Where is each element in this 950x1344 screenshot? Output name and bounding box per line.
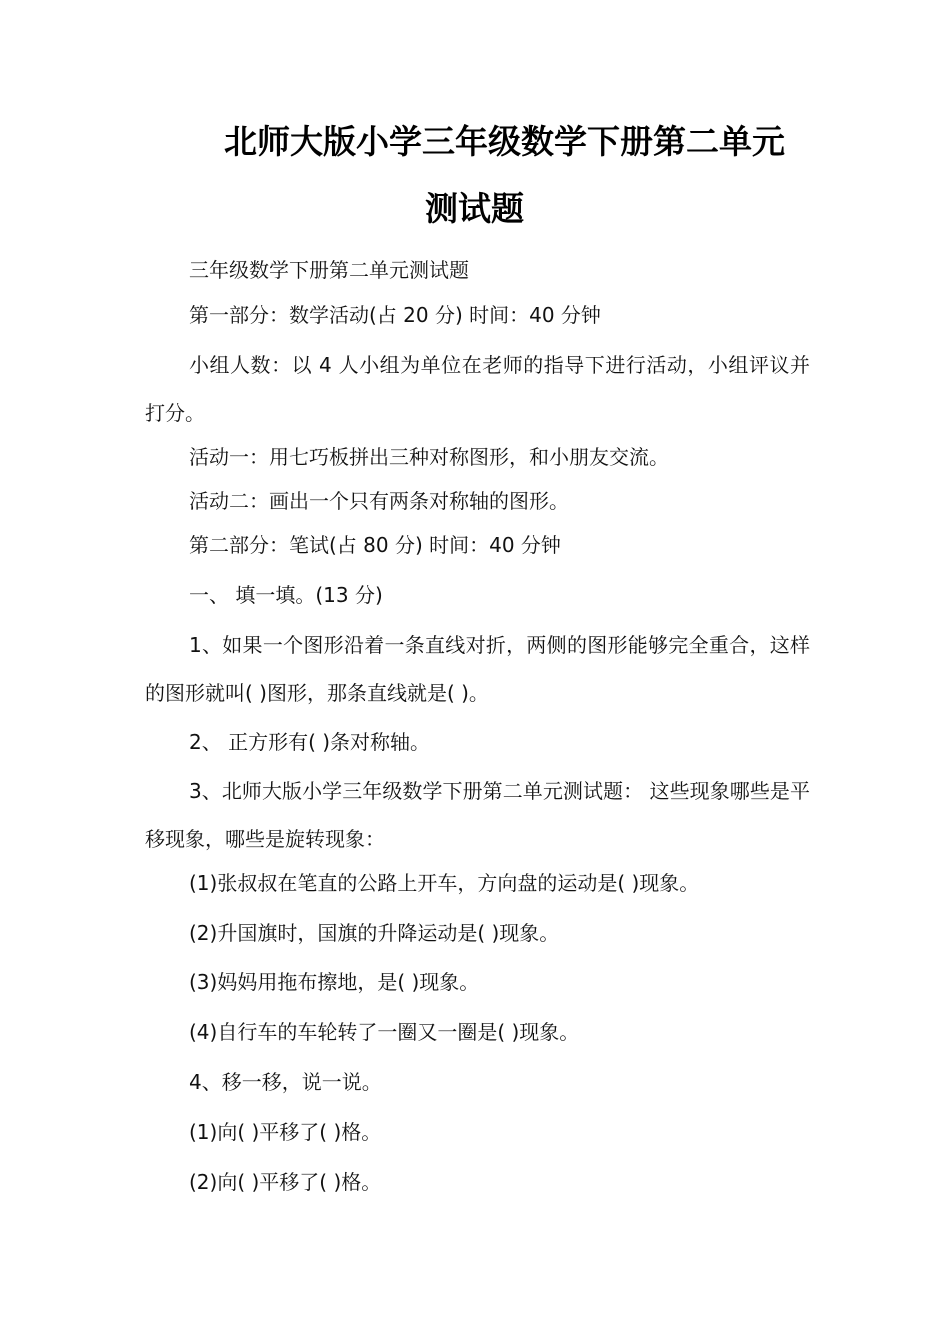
paragraph-question-2: 2、 正方形有( )条对称轴。 [189, 730, 431, 754]
paragraph-subtitle: 三年级数学下册第二单元测试题 [189, 258, 469, 282]
paragraph-section-one: 一、 填一填。(13 分) [189, 583, 383, 607]
paragraph-question-1: 1、如果一个图形沿着一条直线对折，两侧的图形能够完全重合，这样的图形就叫( )图形，那条直线就是( )。 [145, 633, 810, 705]
document-title-line-1: 北师大版小学三年级数学下册第二单元 [224, 122, 785, 161]
paragraph-question-3: 3、北师大版小学三年级数学下册第二单元测试题： 这些现象哪些是平移现象，哪些是旋转现象： [145, 779, 810, 851]
paragraph-part-one: 第一部分：数学活动(占 20 分) 时间：40 分钟 [189, 303, 601, 327]
paragraph-question-4: 4、移一移，说一说。 [189, 1070, 382, 1094]
paragraph-question-3-2: (2)升国旗时，国旗的升降运动是( )现象。 [189, 921, 560, 945]
paragraph-part-two: 第二部分：笔试(占 80 分) 时间：40 分钟 [189, 533, 561, 557]
paragraph-question-3-4: (4)自行车的车轮转了一圈又一圈是( )现象。 [189, 1020, 580, 1044]
paragraph-question-3-3: (3)妈妈用拖布擦地，是( )现象。 [189, 970, 480, 994]
paragraph-question-3-1: (1)张叔叔在笔直的公路上开车，方向盘的运动是( )现象。 [189, 871, 700, 895]
paragraph-question-4-1: (1)向( )平移了( )格。 [189, 1120, 382, 1144]
paragraph-question-4-2: (2)向( )平移了( )格。 [189, 1170, 382, 1194]
paragraph-group-size: 小组人数：以 4 人小组为单位在老师的指导下进行活动，小组评议并打分。 [145, 353, 810, 425]
paragraph-activity-two: 活动二：画出一个只有两条对称轴的图形。 [189, 489, 569, 513]
document-title-line-2: 测试题 [425, 189, 524, 228]
paragraph-activity-one: 活动一：用七巧板拼出三种对称图形，和小朋友交流。 [189, 445, 669, 469]
